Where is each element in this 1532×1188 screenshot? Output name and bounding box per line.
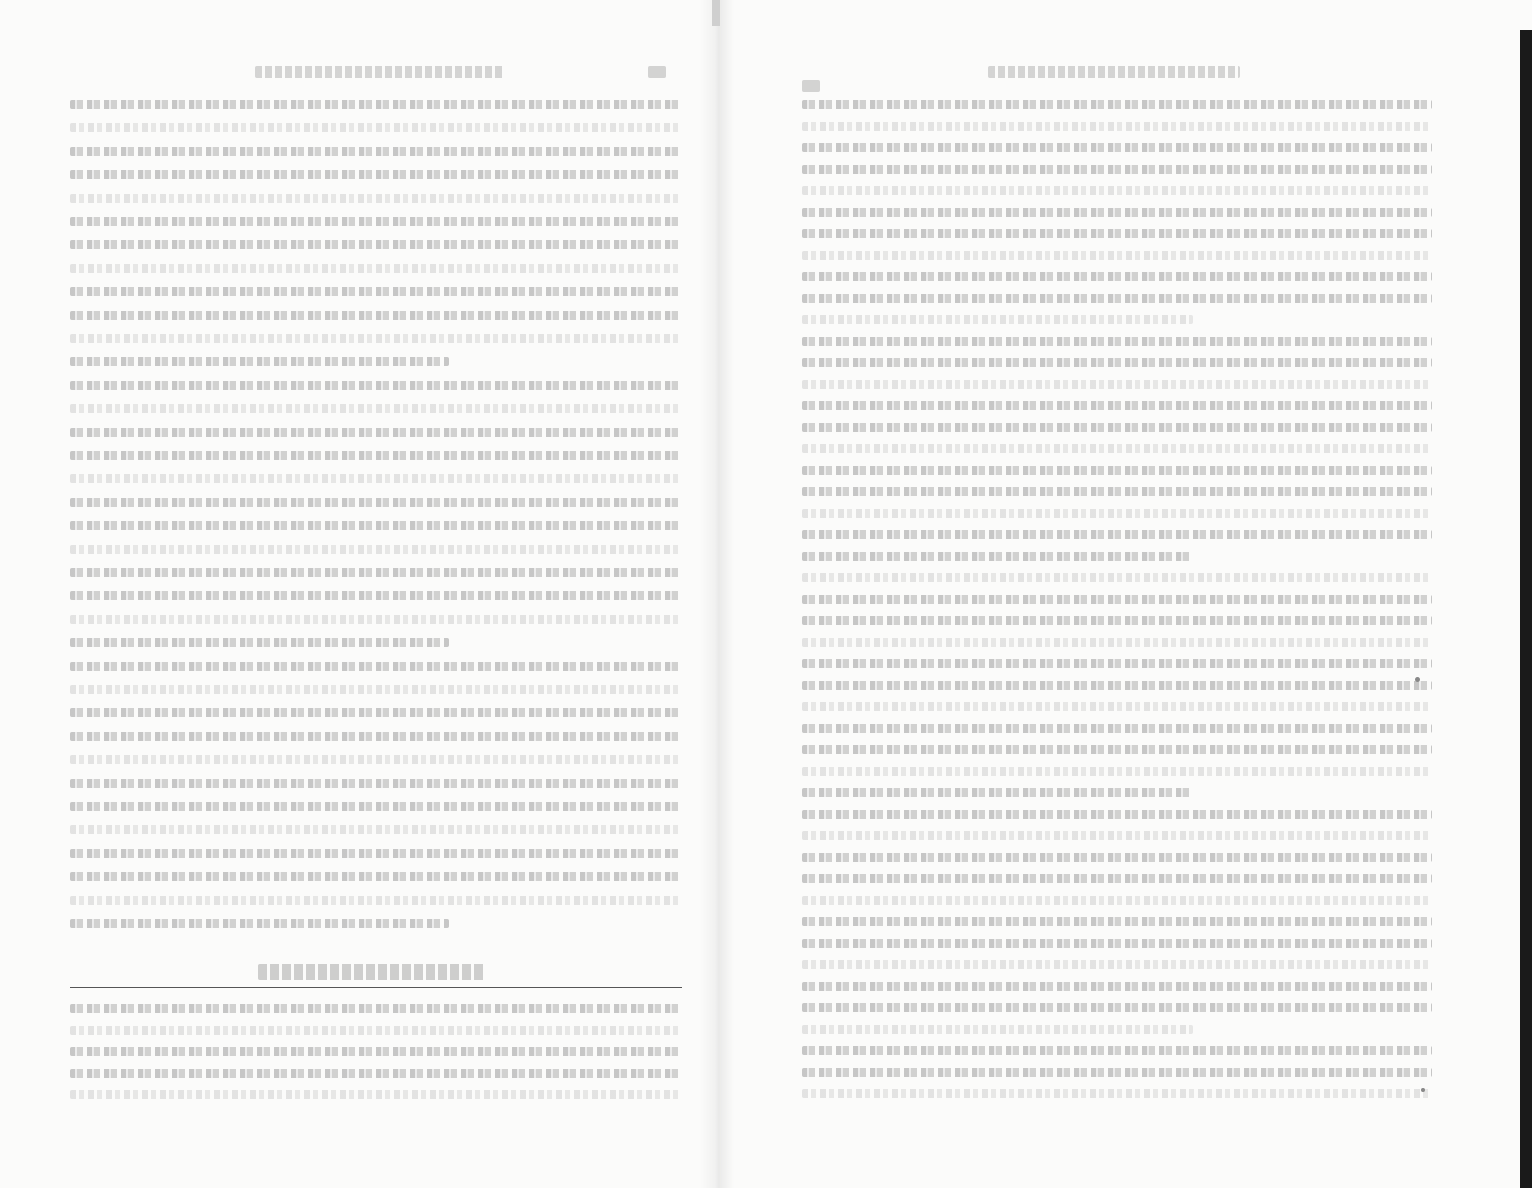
text-line: [802, 165, 1432, 174]
text-line: [70, 849, 682, 858]
text-line: [802, 466, 1432, 475]
text-line: [70, 521, 682, 530]
text-line: [802, 229, 1432, 238]
text-line: [802, 767, 1432, 776]
text-line: [70, 357, 449, 366]
text-line: [70, 381, 682, 390]
text-line: [802, 982, 1432, 991]
left-folio: [648, 66, 666, 78]
text-line: [802, 573, 1432, 582]
text-line: [802, 530, 1432, 539]
text-line: [802, 853, 1432, 862]
left-section-text: [70, 1004, 682, 1114]
text-line: [70, 1069, 682, 1078]
text-line: [70, 264, 682, 273]
text-line: [70, 615, 682, 624]
text-line: [70, 474, 682, 483]
text-line: [802, 1089, 1432, 1098]
text-line: [802, 960, 1432, 969]
text-line: [802, 208, 1432, 217]
text-line: [802, 337, 1432, 346]
text-line: [70, 1090, 682, 1099]
text-line: [70, 147, 682, 156]
text-line: [70, 872, 682, 881]
text-line: [802, 358, 1432, 367]
text-line: [802, 702, 1432, 711]
text-line: [802, 939, 1432, 948]
text-line: [70, 545, 682, 554]
top-edge-mark: [712, 0, 720, 26]
text-line: [802, 122, 1432, 131]
text-line: [70, 451, 682, 460]
text-line: [802, 659, 1432, 668]
text-line: [70, 428, 682, 437]
text-line: [802, 1068, 1432, 1077]
text-line: [802, 917, 1432, 926]
right-edge-shadow: [1520, 30, 1532, 1188]
text-line: [70, 802, 682, 811]
text-line: [802, 100, 1432, 109]
text-line: [70, 825, 682, 834]
text-line: [70, 779, 682, 788]
text-line: [70, 334, 682, 343]
text-line: [70, 685, 682, 694]
right-body-text: [802, 100, 1432, 1112]
left-section-rule: [70, 987, 682, 988]
text-line: [802, 724, 1432, 733]
text-line: [802, 401, 1432, 410]
text-line: [70, 662, 682, 671]
right-folio: [802, 80, 820, 92]
text-line: [802, 294, 1432, 303]
text-line: [70, 1004, 682, 1013]
text-line: [802, 552, 1193, 561]
text-line: [70, 732, 682, 741]
right-running-head: [988, 66, 1240, 78]
text-line: [70, 708, 682, 717]
text-line: [70, 1047, 682, 1056]
left-section-heading: [258, 964, 486, 980]
text-line: [802, 874, 1432, 883]
text-line: [802, 810, 1432, 819]
text-line: [70, 638, 449, 647]
text-line: [802, 638, 1432, 647]
text-line: [70, 591, 682, 600]
text-line: [802, 616, 1432, 625]
margin-speck: [1415, 677, 1420, 682]
text-line: [70, 755, 682, 764]
text-line: [70, 100, 682, 109]
text-line: [802, 509, 1432, 518]
text-line: [802, 423, 1432, 432]
text-line: [802, 272, 1432, 281]
text-line: [802, 788, 1193, 797]
text-line: [802, 315, 1193, 324]
text-line: [802, 681, 1432, 690]
text-line: [70, 896, 682, 905]
text-line: [802, 831, 1432, 840]
text-line: [802, 1003, 1432, 1012]
text-line: [802, 1046, 1432, 1055]
text-line: [802, 745, 1432, 754]
text-line: [802, 444, 1432, 453]
text-line: [70, 568, 682, 577]
text-line: [70, 311, 682, 320]
text-line: [70, 498, 682, 507]
text-line: [70, 123, 682, 132]
text-line: [70, 287, 682, 296]
right-page: [720, 0, 1532, 1188]
text-line: [70, 404, 682, 413]
left-body-text: [70, 100, 682, 946]
text-line: [802, 186, 1432, 195]
text-line: [802, 595, 1432, 604]
text-line: [70, 1026, 682, 1035]
text-line: [802, 380, 1432, 389]
text-line: [70, 217, 682, 226]
text-line: [70, 240, 682, 249]
left-page: [0, 0, 720, 1188]
text-line: [70, 919, 449, 928]
text-line: [70, 170, 682, 179]
text-line: [802, 487, 1432, 496]
text-line: [802, 1025, 1193, 1034]
text-line: [802, 896, 1432, 905]
left-running-head: [255, 66, 505, 78]
text-line: [802, 143, 1432, 152]
text-line: [70, 194, 682, 203]
margin-speck: [1421, 1088, 1425, 1092]
text-line: [802, 251, 1432, 260]
